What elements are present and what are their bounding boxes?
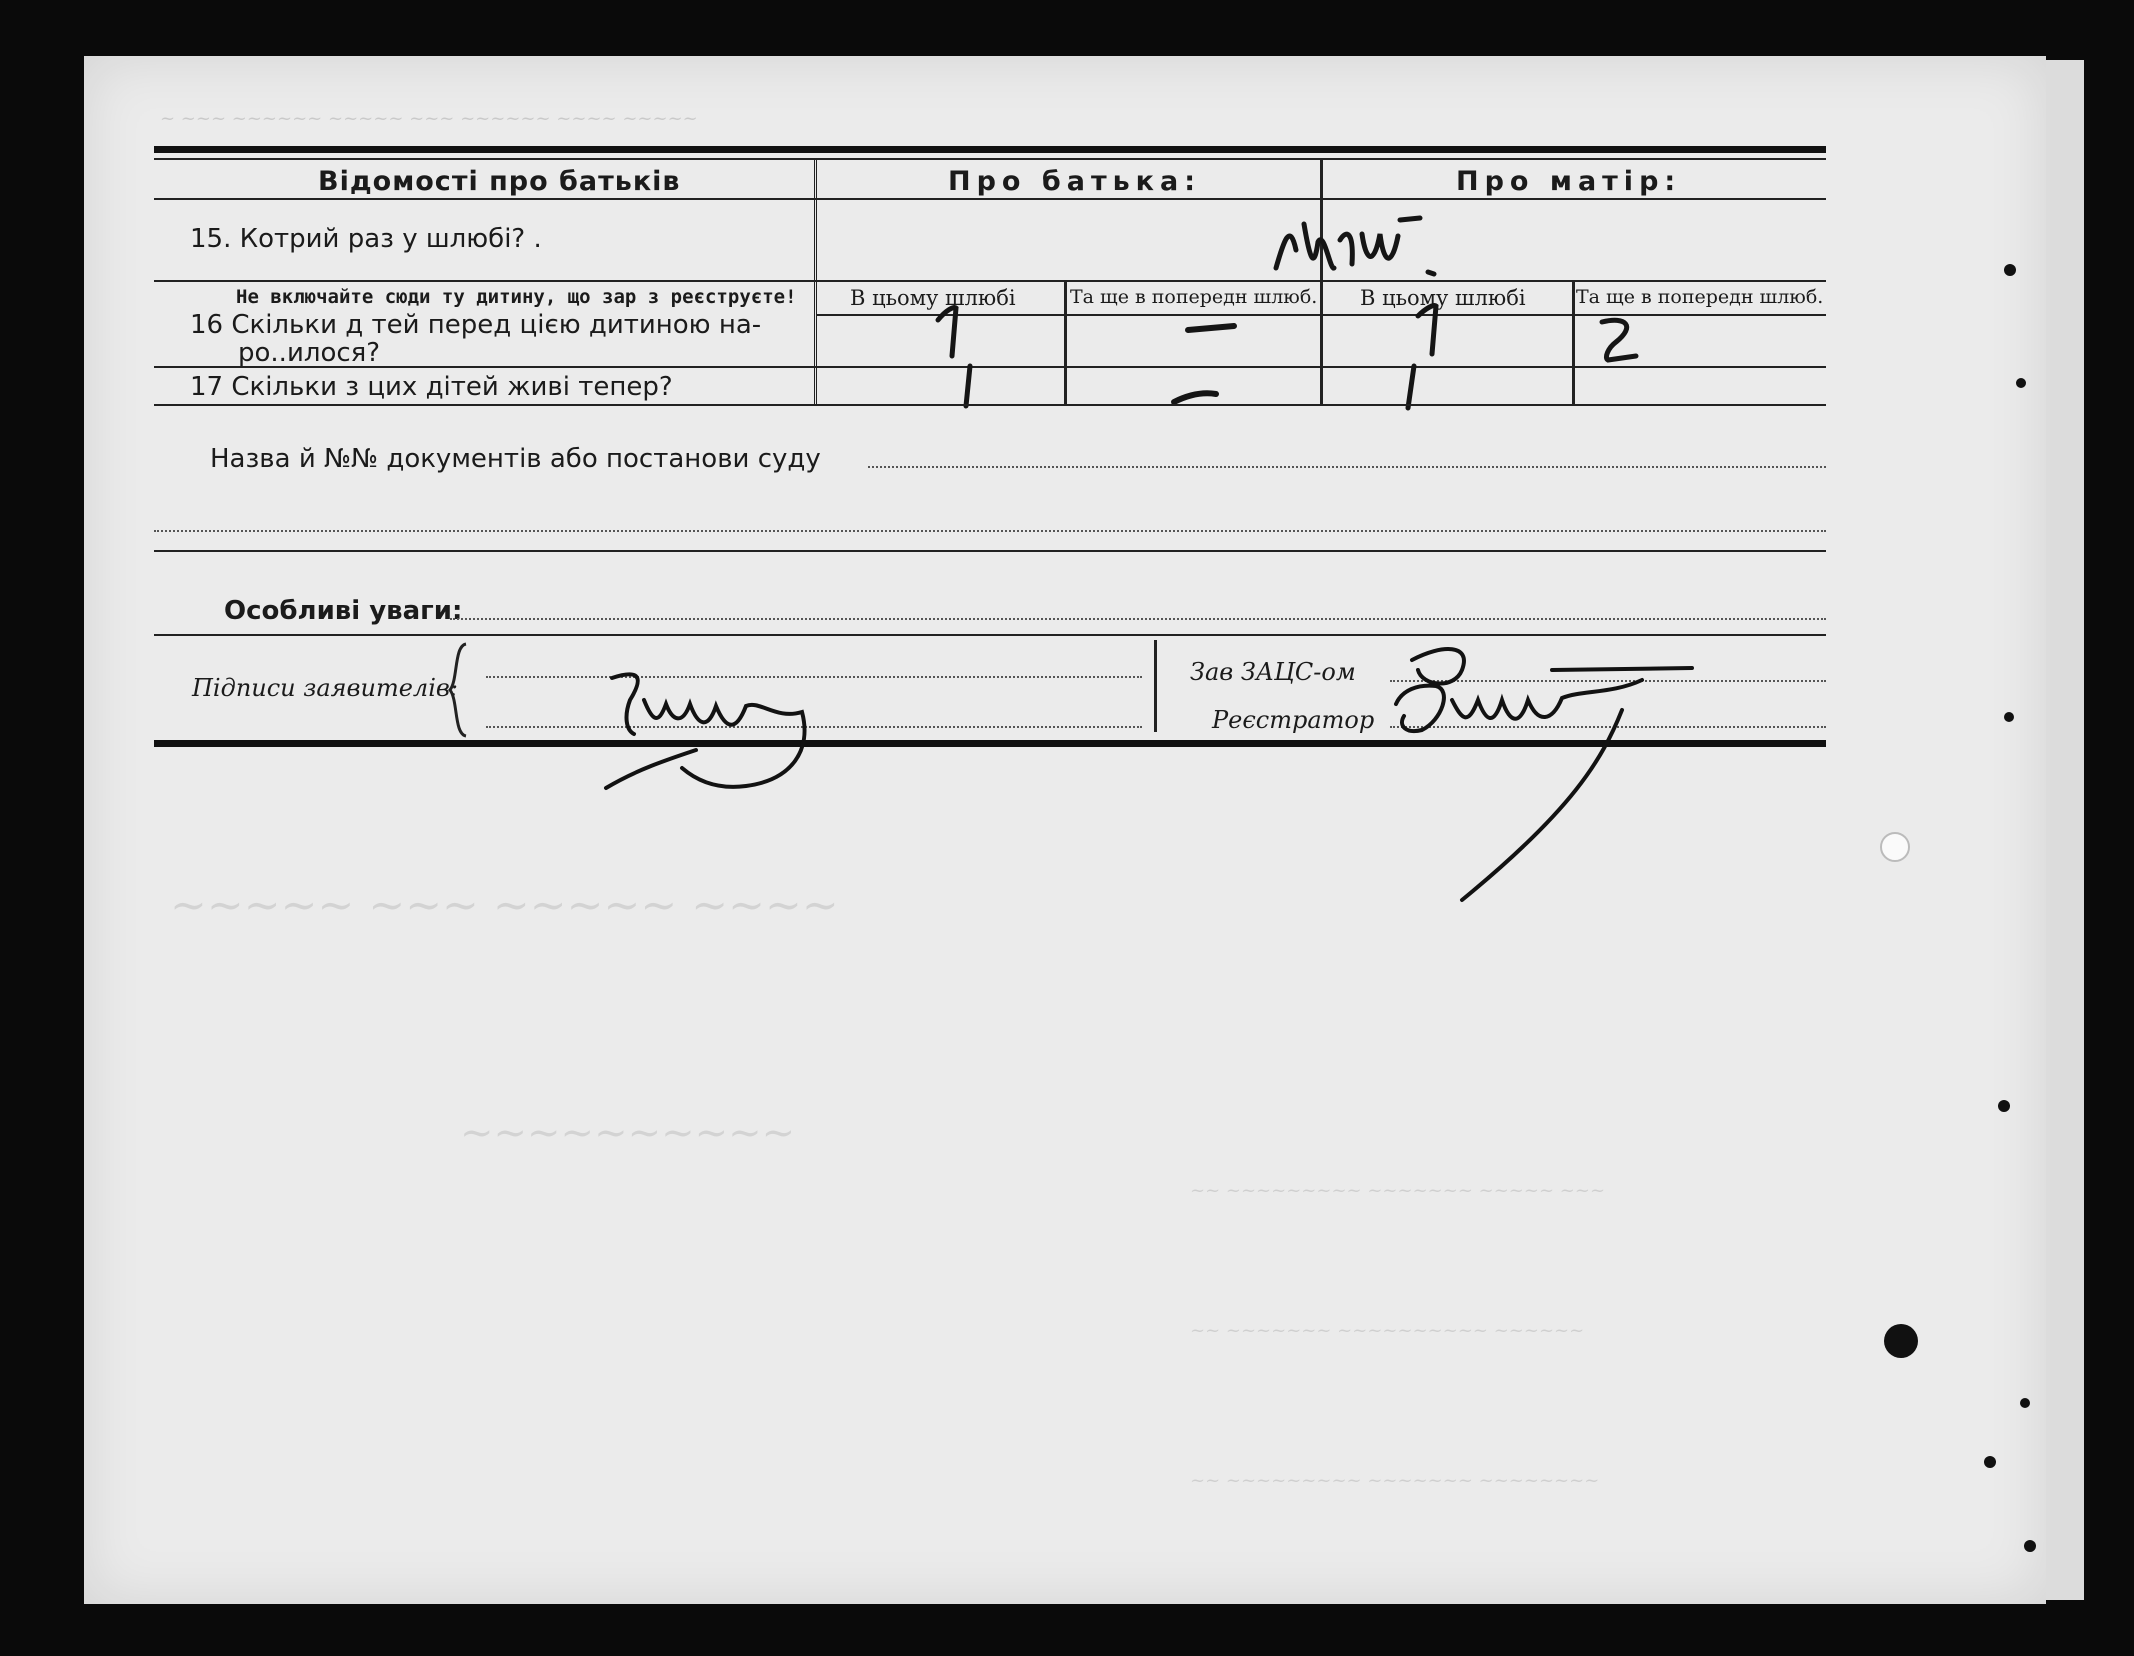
row-16-warning: Не включайте сюди ту дитину, що зар з реєструєте! bbox=[236, 286, 797, 308]
bleed-through-handwriting: ~~~~~ ~~~ ~~~~~ ~~~~ bbox=[170, 880, 839, 931]
row-17-father-this-value bbox=[960, 362, 1000, 416]
row-17-label: 17 Скільки з цих дітей живі тепер? bbox=[190, 372, 673, 402]
binding-mark bbox=[2016, 378, 2026, 388]
father-sub-previous-marriage: Та ще в попередн шлюб. bbox=[1070, 286, 1318, 308]
bleed-through-printed-2: ~~ ~~~~~~~ ~~~~~~~~~~ ~~~~~~ bbox=[1190, 1320, 1585, 1341]
bleed-through-printed-3: ~~ ~~~~~~~~~ ~~~~~~~ ~~~~~~~~ bbox=[1190, 1470, 1600, 1491]
row-16-label-line-1: 16 Скільки д тей перед цією дитиною на- bbox=[190, 310, 762, 340]
row-16-father-this-value bbox=[930, 302, 980, 366]
header-parents-info: Відомості про батьків bbox=[318, 166, 681, 197]
documents-dotted-line bbox=[868, 466, 1826, 468]
binding-mark bbox=[1998, 1100, 2010, 1112]
signature-registrar-icon bbox=[1382, 630, 1702, 914]
bleed-through-printed-1: ~~ ~~~~~~~~~ ~~~~~~~ ~~~~~ ~~~ bbox=[1190, 1180, 1606, 1201]
special-notes-dotted-line bbox=[450, 618, 1826, 620]
binding-mark bbox=[2024, 1540, 2036, 1552]
mother-sub-previous-marriage: Та ще в попередн шлюб. bbox=[1576, 286, 1824, 308]
top-rule bbox=[154, 146, 1826, 153]
header-about-mother: Про матір: bbox=[1456, 166, 1682, 197]
applicants-brace bbox=[444, 640, 474, 744]
row-16-label-line-2: ро..илося? bbox=[238, 338, 381, 368]
row-17-bottom-rule bbox=[154, 404, 1826, 406]
row-17-mother-this-value bbox=[1400, 362, 1440, 416]
header-about-father: Про батька: bbox=[948, 166, 1202, 197]
father-subcolumn-divider bbox=[1064, 282, 1067, 404]
row-15-handwritten-answer bbox=[1270, 210, 1490, 294]
bleed-through-text: ~ ~~~ ~~~~~~ ~~~~~ ~~~ ~~~~~~ ~~~~ ~~~~~ bbox=[160, 108, 698, 129]
header-bottom-rule bbox=[154, 198, 1826, 200]
binding-mark bbox=[2004, 264, 2016, 276]
row-16-mother-prev-value bbox=[1596, 314, 1646, 378]
row-17-father-prev-value bbox=[1170, 386, 1230, 420]
binding-mark bbox=[2020, 1398, 2030, 1408]
top-rule-inner bbox=[154, 158, 1826, 160]
binding-mark bbox=[1984, 1456, 1996, 1468]
applicants-signatures-label: Підписи заявителів: bbox=[192, 674, 458, 702]
row-15-label: 15. Котрий раз у шлюбі? . bbox=[190, 224, 542, 254]
mother-sub-this-marriage: В цьому шлюбі bbox=[1360, 286, 1526, 310]
documents-dotted-line-2 bbox=[154, 530, 1826, 532]
signatures-divider bbox=[1154, 640, 1157, 732]
father-sub-this-marriage: В цьому шлюбі bbox=[850, 286, 1016, 310]
binding-mark bbox=[2004, 712, 2014, 722]
row-16-mother-this-value bbox=[1408, 300, 1458, 364]
mother-subcolumn-divider bbox=[1572, 282, 1575, 404]
hole-punch-icon bbox=[1880, 832, 1910, 862]
hole-punch-icon bbox=[1884, 1324, 1918, 1358]
head-registry-label: Зав ЗАЦС-ом bbox=[1190, 658, 1356, 686]
documents-label: Назва й №№ документів або постанови суду bbox=[210, 444, 821, 474]
documents-rule bbox=[154, 550, 1826, 552]
row-16-father-prev-value bbox=[1184, 316, 1244, 350]
signature-applicant-icon bbox=[596, 660, 836, 804]
special-notes-label: Особливі уваги: bbox=[224, 596, 463, 626]
row-15-bottom-rule bbox=[154, 280, 1826, 282]
registrar-label: Реєстратор bbox=[1212, 706, 1375, 734]
bleed-through-handwriting-2: ~~~~~~~~~~ bbox=[460, 1110, 796, 1156]
